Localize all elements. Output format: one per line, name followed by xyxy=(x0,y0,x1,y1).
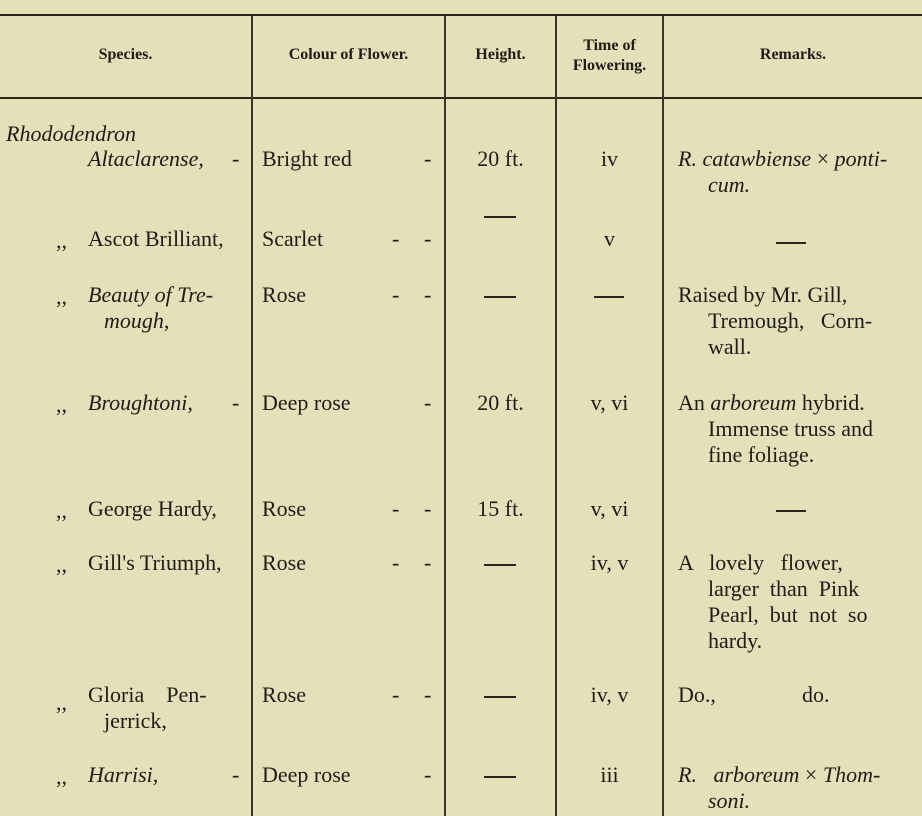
time-ascot-brilliant: v xyxy=(604,226,615,251)
leader-dash: - xyxy=(424,390,432,415)
header-remarks: Remarks. xyxy=(759,46,827,63)
leader-dash: - xyxy=(424,682,432,707)
cross-symbol: × xyxy=(804,762,818,787)
species-beauty-of-tremough-line2: mough, xyxy=(104,308,170,333)
remarks-text: An xyxy=(678,390,705,415)
time-empty-dash xyxy=(594,296,624,298)
remarks-text: Thom- xyxy=(822,762,881,787)
genus-label: Rhododendron xyxy=(6,121,136,146)
remarks-gills-line1: A lovely flower, xyxy=(678,550,843,575)
height-empty-dash xyxy=(484,776,516,778)
species-beauty-of-tremough-line1: Beauty of Tre- xyxy=(88,282,214,307)
time-altaclarense: iv xyxy=(600,146,619,171)
remarks-gloria-do2: do. xyxy=(802,682,830,707)
column-rule xyxy=(444,16,446,816)
remarks-text: hybrid. xyxy=(801,390,865,415)
height-altaclarense: 20 ft. xyxy=(477,146,524,171)
ditto-mark: ,, xyxy=(56,392,67,417)
remarks-beauty-line3: wall. xyxy=(708,334,752,359)
remarks-text: ponti- xyxy=(834,146,888,171)
height-empty-dash xyxy=(484,296,516,298)
leader-dash: - xyxy=(424,282,432,307)
colour-harrisi: Deep rose xyxy=(262,762,351,787)
remarks-harrisi-line1 xyxy=(678,762,880,788)
time-broughtoni: v, vi xyxy=(590,390,629,415)
colour-broughtoni: Deep rose xyxy=(262,390,351,415)
remarks-beauty-line1: Raised by Mr. Gill, xyxy=(678,282,848,307)
height-empty-dash xyxy=(484,696,516,698)
header-height: Height. xyxy=(475,46,526,63)
colour-altaclarense: Bright red xyxy=(262,146,352,171)
colour-beauty-of-tremough: Rose xyxy=(262,282,306,307)
leader-dash: - xyxy=(424,146,432,171)
remarks-empty-dash xyxy=(776,242,806,244)
leader-dash: - xyxy=(232,146,240,171)
leader-dash: - xyxy=(392,682,400,707)
header-time-line1: Time of xyxy=(583,37,636,54)
height-broughtoni: 20 ft. xyxy=(477,390,524,415)
leader-dash: - xyxy=(392,226,400,251)
column-rule xyxy=(662,16,664,816)
ditto-mark: ,, xyxy=(56,690,67,715)
leader-dash: - xyxy=(232,762,240,787)
header-species: Species. xyxy=(98,46,153,63)
time-george-hardy: v, vi xyxy=(590,496,629,521)
leader-dash: - xyxy=(424,550,432,575)
remarks-broughtoni-line3: fine foliage. xyxy=(708,442,815,467)
species-altaclarense: Altaclarense, xyxy=(88,146,204,171)
ditto-mark: ,, xyxy=(56,764,67,789)
species-gloria-penjerrick-line2: jerrick, xyxy=(104,708,167,733)
remarks-text: R. xyxy=(678,762,697,787)
header-colour: Colour of Flower. xyxy=(288,46,409,63)
ditto-mark: ,, xyxy=(56,552,67,577)
remarks-text: arboreum xyxy=(710,390,797,415)
leader-dash: - xyxy=(392,282,400,307)
remarks-harrisi-line2: soni. xyxy=(708,788,751,813)
header-time-line2: Flowering. xyxy=(572,57,647,74)
leader-dash: - xyxy=(424,226,432,251)
time-gloria-penjerrick: iv, v xyxy=(590,682,629,707)
ditto-mark: ,, xyxy=(56,498,67,523)
colour-george-hardy: Rose xyxy=(262,496,306,521)
remarks-text: arboreum xyxy=(713,762,800,787)
remarks-altaclarense-line2: cum. xyxy=(708,172,751,197)
colour-gloria-penjerrick: Rose xyxy=(262,682,306,707)
remarks-broughtoni-line1 xyxy=(678,390,865,416)
leader-dash: - xyxy=(424,496,432,521)
time-gills-triumph: iv, v xyxy=(590,550,629,575)
column-rule xyxy=(251,16,253,816)
species-harrisi: Harrisi, xyxy=(88,762,159,787)
top-rule xyxy=(0,14,922,16)
colour-gills-triumph: Rose xyxy=(262,550,306,575)
ditto-mark: ,, xyxy=(56,284,67,309)
ditto-mark: ,, xyxy=(56,228,67,253)
remarks-gills-line2: larger than Pink xyxy=(708,576,860,601)
remarks-gills-line4: hardy. xyxy=(708,628,763,653)
species-gills-triumph: Gill's Triumph, xyxy=(88,550,222,575)
leader-dash: - xyxy=(424,762,432,787)
header-rule xyxy=(0,97,922,99)
species-george-hardy: George Hardy, xyxy=(88,496,217,521)
remarks-gills-line3: Pearl, but not so xyxy=(708,602,868,627)
species-broughtoni: Broughtoni, xyxy=(88,390,193,415)
remarks-text: R. catawbiense xyxy=(678,146,812,171)
time-harrisi: iii xyxy=(600,762,619,787)
species-gloria-penjerrick-line1: Gloria Pen- xyxy=(88,682,207,707)
leader-dash: - xyxy=(392,550,400,575)
remarks-gloria-do1: Do., xyxy=(678,682,716,707)
cross-symbol: × xyxy=(816,146,830,171)
remarks-altaclarense-line1 xyxy=(678,146,887,172)
remarks-broughtoni-line2: Immense truss and xyxy=(708,416,873,441)
height-empty-dash xyxy=(484,564,516,566)
colour-ascot-brilliant: Scarlet xyxy=(262,226,324,251)
species-ascot-brilliant: Ascot Brilliant, xyxy=(88,226,224,251)
height-empty-dash xyxy=(484,216,516,218)
remarks-beauty-line2: Tremough, Corn- xyxy=(708,308,873,333)
remarks-empty-dash xyxy=(776,510,806,512)
leader-dash: - xyxy=(232,390,240,415)
height-george-hardy: 15 ft. xyxy=(477,496,524,521)
leader-dash: - xyxy=(392,496,400,521)
